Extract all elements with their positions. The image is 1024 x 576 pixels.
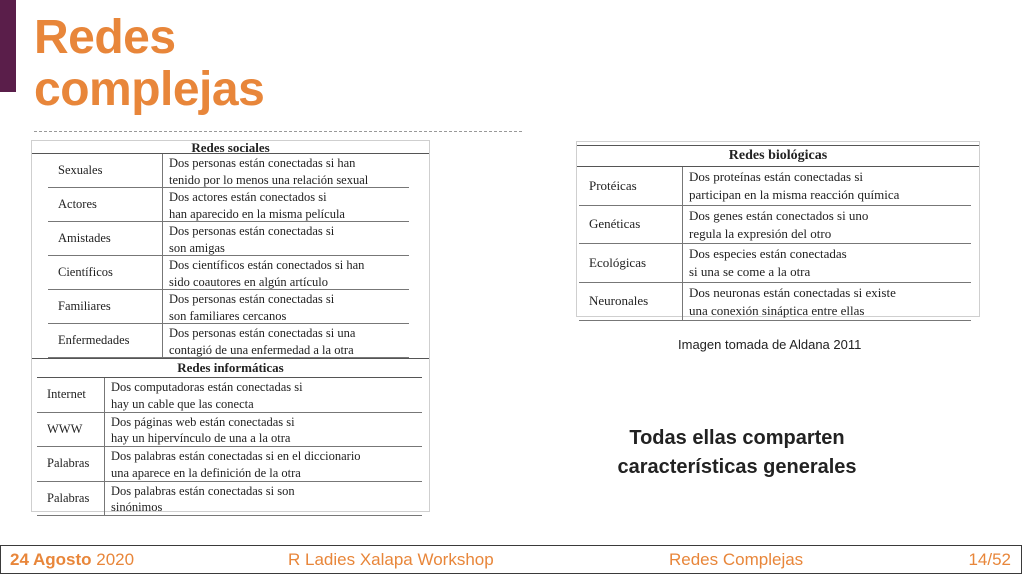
bio-category: Ecológicas [579, 244, 683, 282]
footer-date [10, 550, 134, 570]
info-description [105, 413, 295, 447]
social-description [163, 290, 334, 323]
social-category: Sexuales [48, 154, 163, 187]
bio-description [683, 206, 868, 244]
social-description-line: Dos actores están conectados si [169, 190, 327, 204]
social-description-line: Dos personas están conectadas si [169, 292, 335, 306]
info-description-line: Dos páginas web están conectadas si [111, 414, 295, 429]
info-category: Internet [37, 378, 105, 412]
social-row [48, 154, 409, 188]
slide-title [34, 12, 264, 116]
bio-row [579, 167, 971, 206]
social-description-line: Dos científicos están conectados si han [169, 258, 365, 272]
biological-networks-table [576, 141, 980, 317]
social-description-line: Dos personas están conectadas si una [169, 326, 356, 340]
info-category: Palabras [37, 447, 105, 481]
social-category: Científicos [48, 256, 163, 289]
info-description-line: hay un cable que las conecta [111, 396, 254, 411]
info-description-line: hay un hipervínculo de una a la otra [111, 431, 291, 445]
footer-topic: Redes Complejas [669, 550, 804, 569]
conclusion-text [560, 424, 914, 482]
info-description [105, 482, 295, 516]
social-category: Amistades [48, 222, 163, 255]
info-description-line: una aparece en la definición de la otra [111, 465, 301, 480]
footer-date-day: 24 Agosto [10, 550, 92, 569]
social-heading: Redes sociales [191, 141, 270, 153]
social-category: Actores [48, 188, 163, 221]
social-rows [32, 154, 429, 358]
social-description [163, 324, 355, 357]
social-description-line: son amigas [169, 240, 225, 255]
bio-rows [577, 167, 979, 321]
bio-description [683, 244, 847, 282]
social-description-line: Dos personas están conectadas si han [169, 156, 356, 170]
social-row [48, 290, 409, 324]
social-category: Enfermedades [48, 324, 163, 357]
social-row [48, 222, 409, 256]
social-description-line: sido coautores en algún artículo [169, 274, 328, 289]
image-caption: Imagen tomada de Aldana 2011 [678, 337, 862, 352]
bio-description-line: regula la expresión del otro [689, 225, 832, 241]
social-description [163, 222, 334, 255]
footer-date-year: 2020 [91, 550, 135, 569]
info-description-line: Dos palabras están conectadas si en el diccionario [111, 449, 361, 463]
social-category: Familiares [48, 290, 163, 323]
social-description-line: Dos personas están conectadas si [169, 224, 335, 238]
info-row [37, 482, 422, 517]
info-description-line: sinónimos [111, 500, 163, 514]
bio-category: Genéticas [579, 206, 683, 244]
info-rows [32, 378, 429, 516]
info-heading: Redes informáticas [177, 360, 284, 375]
info-row [37, 378, 422, 413]
social-row [48, 324, 409, 358]
social-description-line: contagió de una enfermedad a la otra [169, 342, 354, 357]
accent-bar [0, 0, 16, 92]
social-description-line: tenido por lo menos una relación sexual [169, 172, 369, 187]
info-description [105, 447, 361, 481]
social-networks-table [31, 140, 430, 512]
social-row [48, 188, 409, 222]
social-description-line: son familiares cercanos [169, 308, 287, 323]
bio-category: Neuronales [579, 283, 683, 321]
bio-row [579, 283, 971, 322]
bio-description [683, 283, 896, 321]
social-description-line: han aparecido en la misma película [169, 206, 345, 221]
info-description-line: Dos palabras están conectadas si son [111, 483, 295, 498]
conclusion-line-1: Todas ellas comparten [629, 427, 845, 449]
social-description [163, 256, 364, 289]
footer-bar [0, 545, 1022, 574]
social-row [48, 256, 409, 290]
info-description [105, 378, 303, 412]
bio-description-line: Dos genes están conectados si uno [689, 207, 869, 223]
info-category: WWW [37, 413, 105, 447]
social-description [163, 188, 345, 221]
info-category: Palabras [37, 482, 105, 516]
title-divider [34, 131, 522, 132]
info-description-line: Dos computadoras están conectadas si [111, 380, 303, 394]
bio-description-line: Dos neuronas están conectadas si existe [689, 284, 896, 300]
bio-description-line: Dos proteínas están conectadas si [689, 169, 864, 184]
bio-heading: Redes biológicas [728, 148, 828, 163]
info-row [37, 413, 422, 448]
conclusion-line-2: características generales [617, 456, 857, 478]
title-line-2: complejas [34, 63, 265, 116]
info-row [37, 447, 422, 482]
footer-page-number: 14/52 [968, 550, 1011, 569]
bio-row [579, 206, 971, 245]
bio-description-line: si una se come a la otra [689, 264, 811, 279]
social-description [163, 154, 368, 187]
bio-description-line: Dos especies están conectadas [689, 246, 847, 261]
title-line-1: Redes [34, 11, 176, 64]
bio-description-line: participan en la misma reacción química [689, 187, 900, 202]
bio-category: Protéicas [579, 167, 683, 205]
footer-workshop: R Ladies Xalapa Workshop [288, 550, 494, 569]
bio-row [579, 244, 971, 283]
bio-description [683, 167, 899, 205]
bio-description-line: una conexión sináptica entre ellas [689, 302, 865, 318]
